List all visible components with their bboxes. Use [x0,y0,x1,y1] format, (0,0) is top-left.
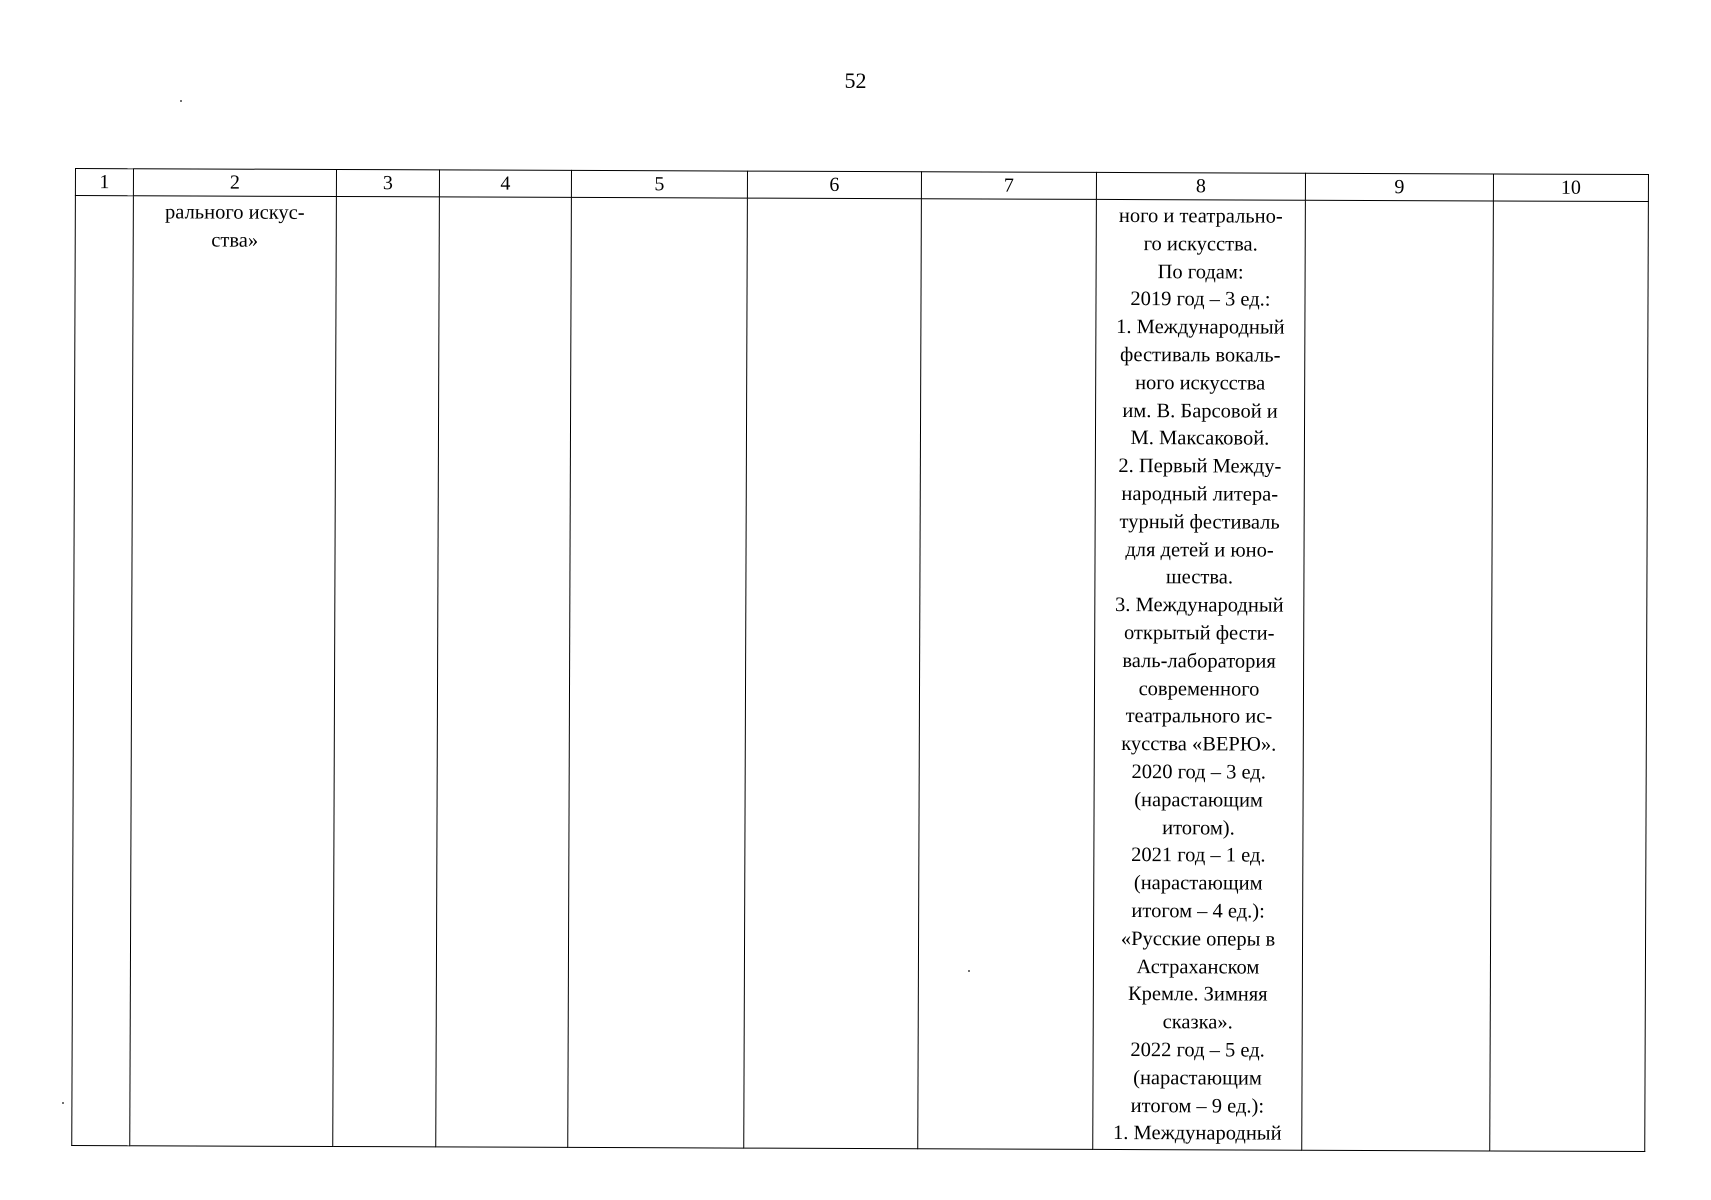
table-row [72,196,1649,1152]
cell-text: ного и театрально- го искусства. По годам: 2019 год – 3 ед.: 1. Международный фестиваль вокаль- ного искусства им. В. Барсовой и М. Максаковой. 2. Первый Между- народный литера- турный фестиваль для детей и юно- шества. 3. Международный открытый фести- валь-лаборатория современного театрального ис- кусства «ВЕРЮ». 2020 год – 3 ед. (нарастающим итогом). 2021 год – 1 ед. (нарастающим итогом – 4 ед.): «Русские оперы в Астраханском Кремле. Зимняя сказка». 2022 год – 5 ед. (нарастающим итогом – 9 ед.): 1. Международный [1112,205,1285,1145]
column-header: 2 [133,169,336,197]
table-cell-col7 [918,199,1097,1150]
document-table [71,168,1649,1152]
table-cell-col6 [744,198,922,1149]
table-cell-col9 [1302,200,1494,1151]
cell-text [748,199,921,203]
column-header: 3 [336,170,439,197]
table-cell-col4 [436,197,572,1147]
column-header: 5 [571,170,747,198]
cell-text [572,198,747,202]
cell-text [1306,201,1493,205]
table-cell-col1 [72,196,134,1146]
column-header: 6 [747,171,921,199]
column-header: 7 [921,172,1096,200]
table-cell-col10 [1490,201,1649,1152]
column-header: 4 [439,170,571,198]
page-number: 52 [844,68,867,93]
column-header: 10 [1493,174,1648,202]
cell-text [76,196,133,199]
column-header: 1 [75,169,133,196]
column-header: 8 [1096,172,1305,200]
scan-speck [180,100,182,102]
scan-speck [62,1102,64,1104]
table-cell-col5 [568,197,748,1148]
table-cell-col8 [1093,199,1306,1150]
cell-text [922,199,1096,203]
cell-text [337,197,439,200]
column-header: 9 [1305,173,1493,201]
cell-text [440,197,571,201]
cell-text [1494,201,1648,205]
table-cell-col3 [333,197,440,1147]
table-cell-col2 [130,196,337,1147]
cell-text: рального искус- ства» [165,201,305,252]
